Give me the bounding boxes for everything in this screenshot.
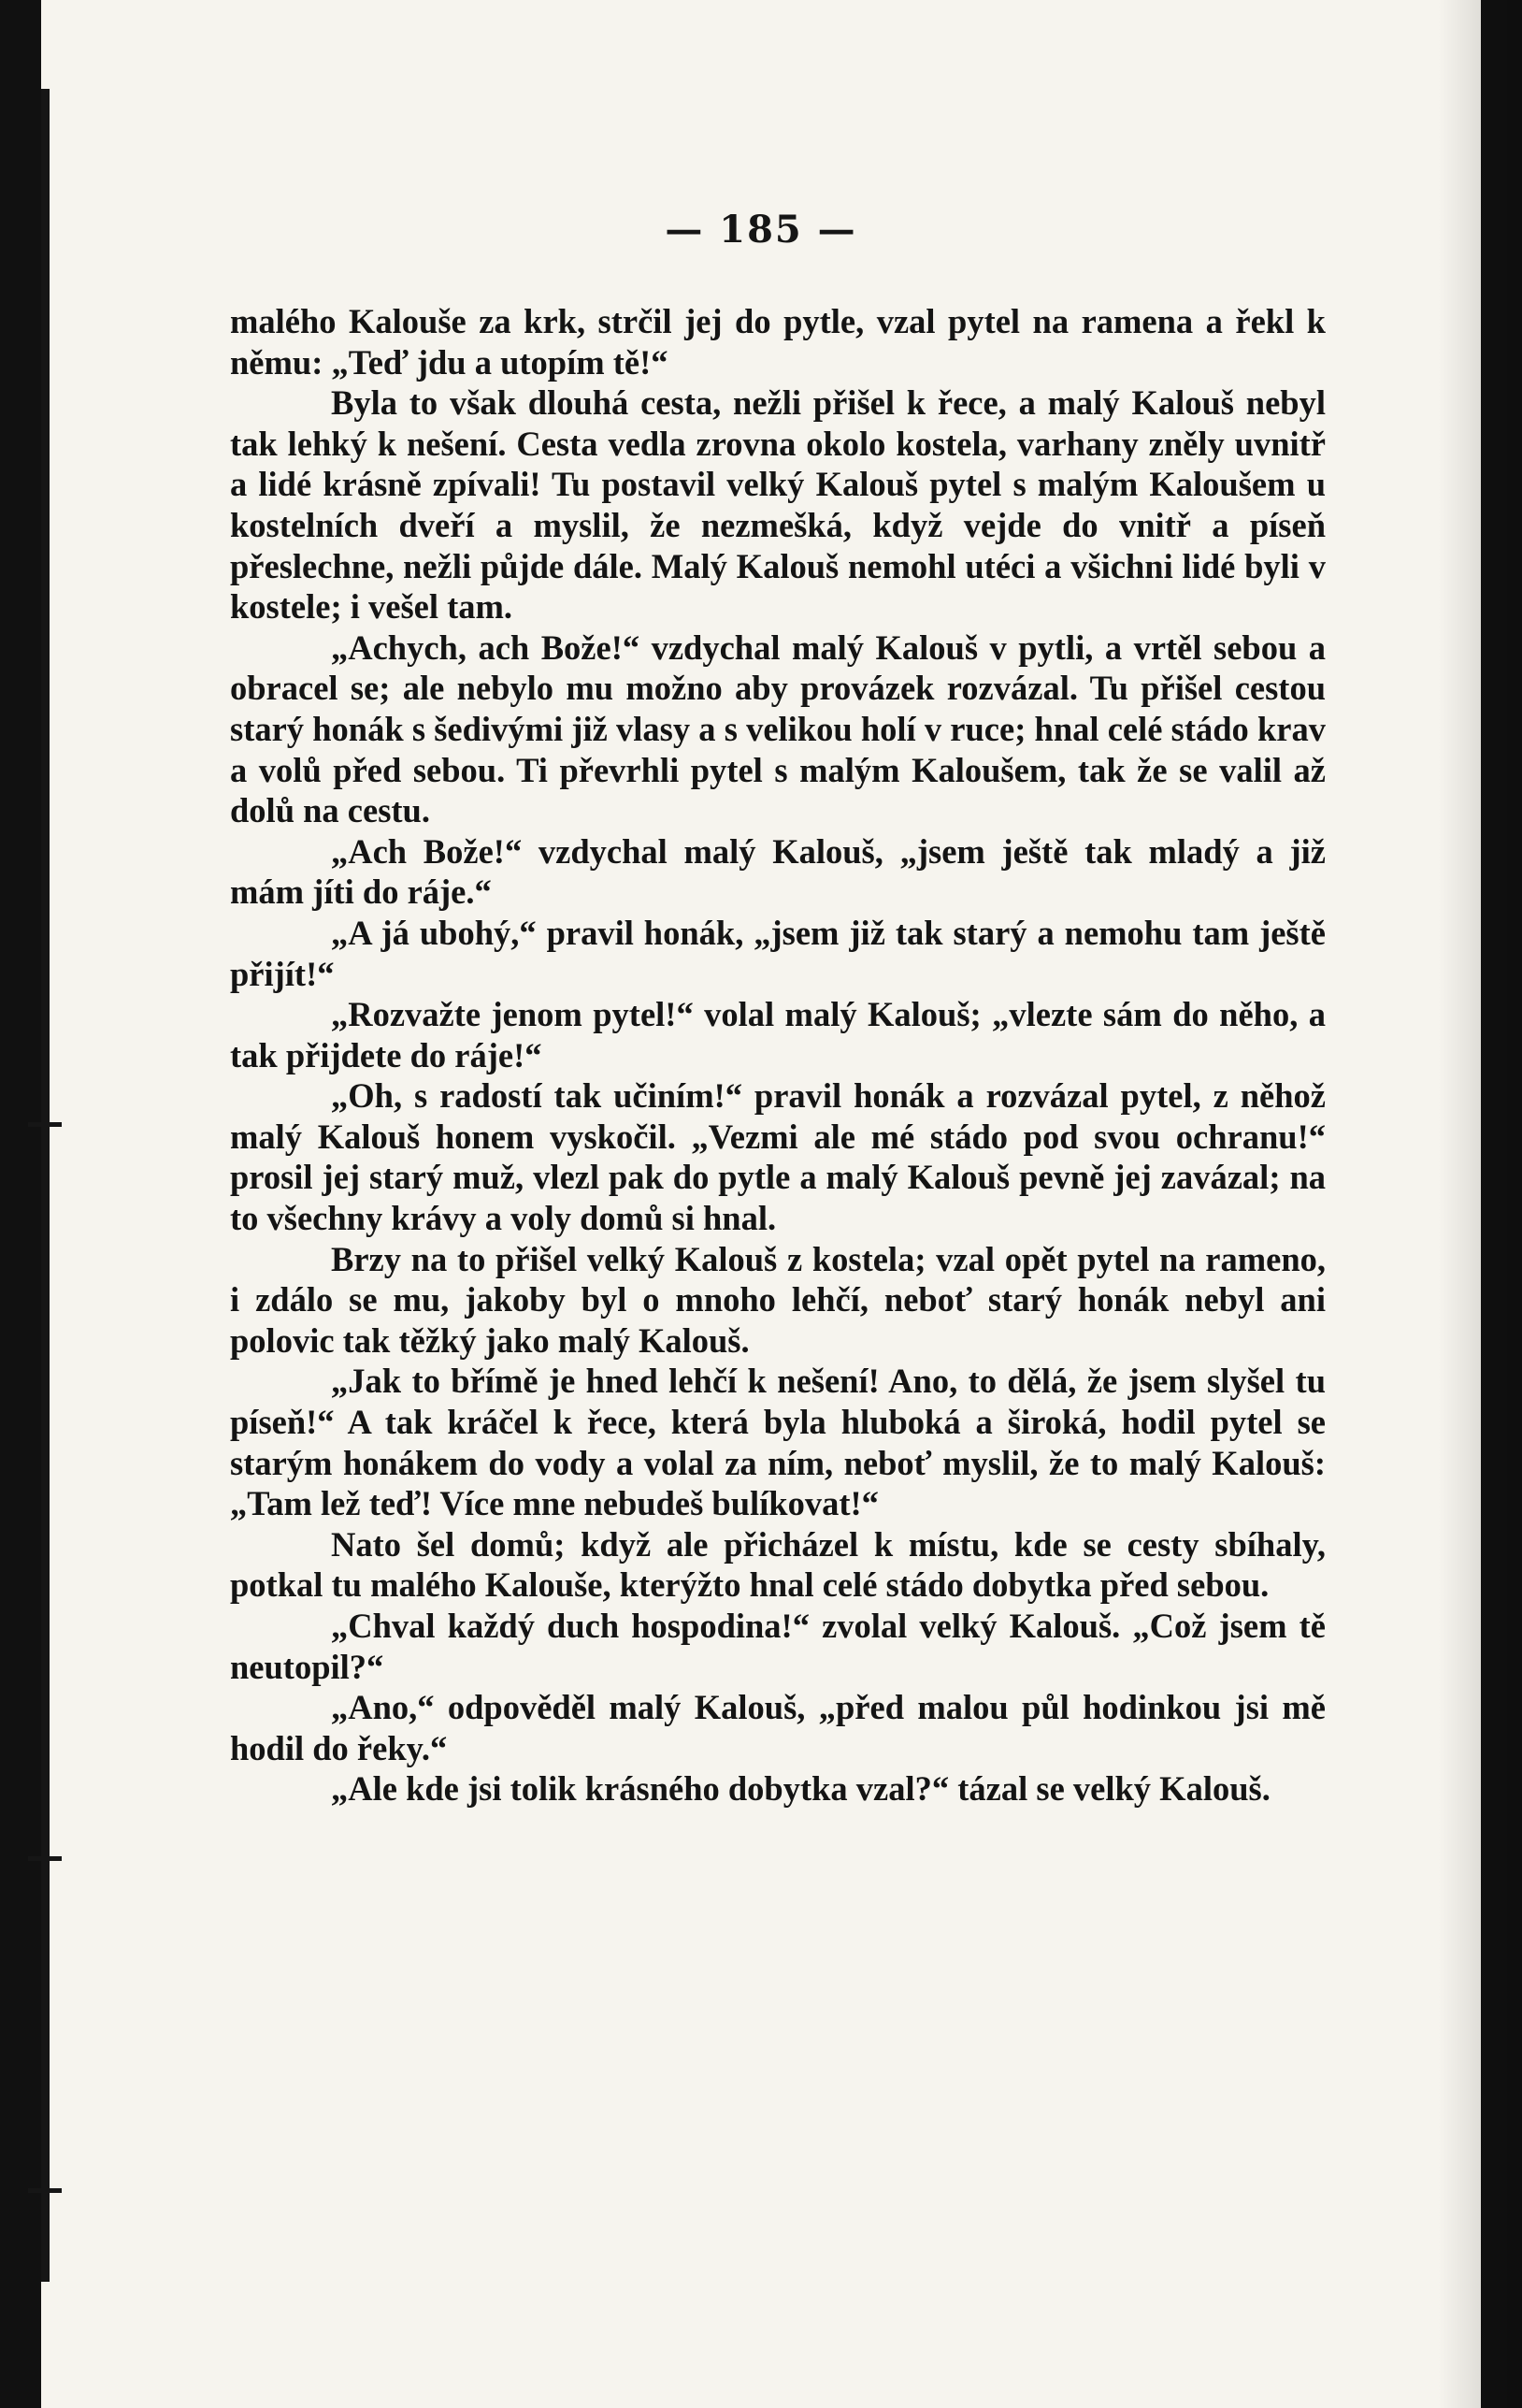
paragraph: „Achych, ach Bože!“ vzdychal malý Kalouš v pytli, a vrtěl sebou a obracel se; ale nebylo mu možno aby provázek rozvázal. Tu přišel cestou starý honák s šedivými již vlasy a s velikou holí v ruce; hnal celé stádo krav a volů před sebou. Ti převrhli pytel s malým Kaloušem, tak že se valil až dolů na cestu. — [230, 627, 1326, 830]
paragraph: „Oh, s radostí tak učiním!“ pravil honák a rozvázal pytel, z něhož malý Kalouš honem vyskočil. „Vezmi ale mé stádo pod svou ochranu!“ prosil jej starý muž, vlezl pak do pytle a malý Kalouš pevně jej zavázal; na to všechny krávy a voly domů si hnal. — [230, 1076, 1326, 1238]
page-number-header: — 185 — — [665, 208, 857, 252]
binding-mark — [28, 2188, 62, 2193]
binding-mark — [28, 1122, 62, 1127]
binding-mark — [28, 1856, 62, 1861]
paragraph: „Jak to břímě je hned lehčí k nešení! Ano, to dělá, že jsem slyšel tu píseň!“ A tak kráčel k řece, která byla hluboká a široká, hodil pytel se starým honákem do vody a volal za ním, neboť myslil, že to malý Kalouš: „Tam lež teď! Více mne nebudeš bulíkovat!“ — [230, 1362, 1326, 1523]
paragraph: „Ach Bože!“ vzdychal malý Kalouš, „jsem ještě tak mladý a již mám jíti do ráje.“ — [230, 831, 1326, 912]
paragraph: „A já ubohý,“ pravil honák, „jsem již tak starý a nemohu tam ještě přijít!“ — [230, 913, 1326, 993]
paragraph: „Rozvažte jenom pytel!“ volal malý Kalouš; „vlezte sám do něho, a tak přijdete do ráje!“ — [230, 995, 1326, 1074]
paragraph: Brzy na to přišel velký Kalouš z kostela; vzal opět pytel na rameno, i zdálo se mu, jakoby byl o mnoho lehčí, neboť starý honák nebyl ani polovic tak těžký jako malý Kalouš. — [230, 1239, 1326, 1360]
body-text — [230, 301, 1326, 1810]
paragraph: Byla to však dlouhá cesta, nežli přišel k řece, a malý Kalouš nebyl tak lehký k nešení. Cesta vedla zrovna okolo kostela, varhany zněly uvnitř a lidé krásně zpívali! Tu postavil velký Kalouš pytel s malým Kaloušem u kostelních dveří a myslil, že nezmešká, když vejde do vnitř a píseň přeslechne, nežli půjde dále. Malý Kalouš nemohl utéci a všichni lidé byli v kostele; i vešel tam. — [230, 383, 1326, 627]
paragraph: „Ale kde jsi tolik krásného dobytka vzal?“ tázal se velký Kalouš. — [331, 1769, 1271, 1809]
paragraph: „Ano,“ odpověděl malý Kalouš, „před malou půl hodinkou jsi mě hodil do řeky.“ — [230, 1688, 1326, 1767]
paragraph: malého Kalouše za krk, strčil jej do pytle, vzal pytel na ramena a řekl k němu: „Teď jdu a utopím tě!“ — [230, 302, 1326, 382]
paragraph: „Chval každý duch hospodina!“ zvolal velký Kalouš. „Což jsem tě neutopil?“ — [230, 1607, 1326, 1686]
binding-edge — [41, 89, 50, 2282]
paragraph: Nato šel domů; když ale přicházel k místu, kde se cesty sbíhaly, potkal tu malého Kalouše, kterýžto hnal celé stádo dobytka před sebou. — [230, 1524, 1326, 1605]
page-shadow — [1438, 0, 1522, 2408]
